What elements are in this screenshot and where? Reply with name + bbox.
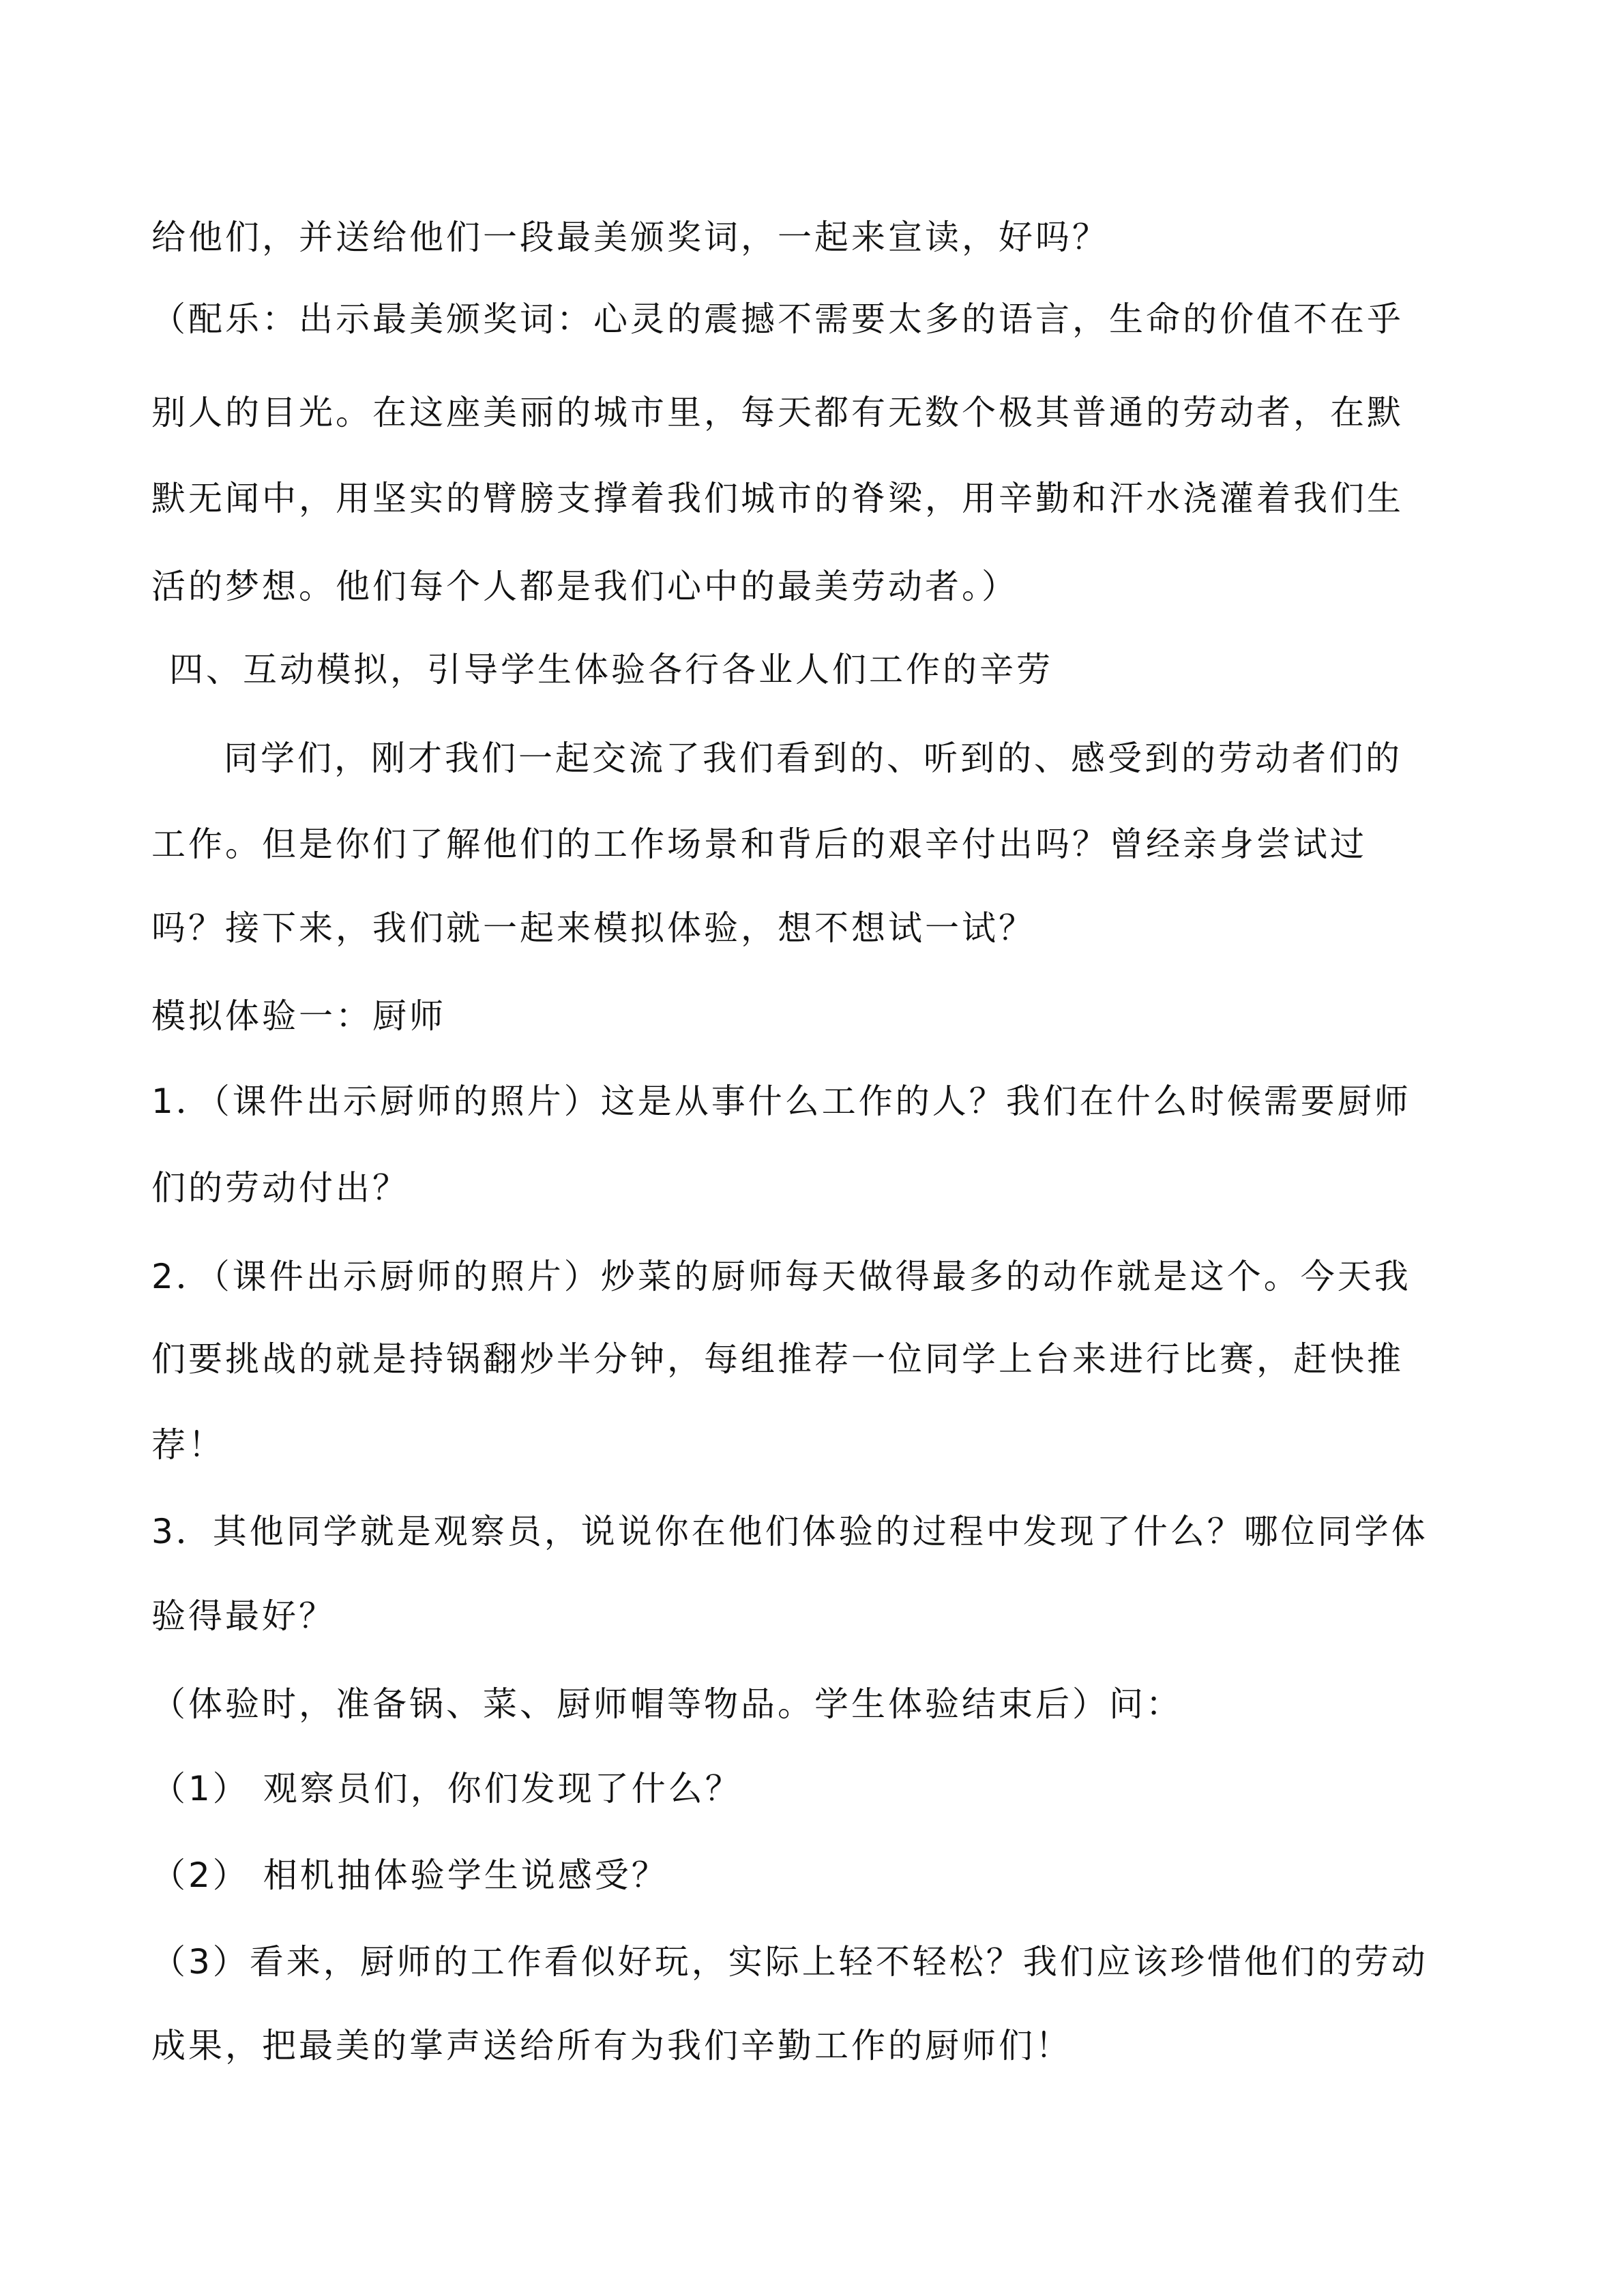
text-line: 工作。但是你们了解他们的工作场景和背后的艰辛付出吗？曾经亲身尝试过	[151, 824, 1367, 864]
section-heading: 四、互动模拟，引导学生体验各行各业人们工作的辛劳	[169, 650, 1053, 689]
text-line: （体验时，准备锅、菜、厨师帽等物品。学生体验结束后）问：	[151, 1684, 1183, 1724]
text-line: 吗？接下来，我们就一起来模拟体验，想不想试一试？	[151, 908, 1035, 948]
text-line: （配乐：出示最美颁奖词：心灵的震撼不需要太多的语言，生命的价值不在乎	[151, 299, 1404, 339]
subsection-heading: 模拟体验一：厨师	[151, 996, 446, 1036]
text-line: 同学们，刚才我们一起交流了我们看到的、听到的、感受到的劳动者们的	[224, 739, 1402, 778]
list-item: 2．（课件出示厨师的照片）炒菜的厨师每天做得最多的动作就是这个。今天我	[151, 1257, 1411, 1296]
text-line: 们的劳动付出？	[151, 1168, 409, 1208]
list-item: 3．其他同学就是观察员，说说你在他们体验的过程中发现了什么？哪位同学体	[151, 1512, 1428, 1551]
text-line: 默无闻中，用坚实的臂膀支撑着我们城市的脊梁，用辛勤和汗水浇灌着我们生	[151, 479, 1404, 518]
text-line: 给他们，并送给他们一段最美颁奖词，一起来宣读，好吗？	[151, 218, 1109, 257]
text-line: 们要挑战的就是持锅翻炒半分钟，每组推荐一位同学上台来进行比赛，赶快推	[151, 1339, 1404, 1379]
text-line: 荐！	[151, 1425, 225, 1465]
text-line: 活的梦想。他们每个人都是我们心中的最美劳动者。）	[151, 567, 1018, 606]
list-item: （2） 相机抽体验学生说感受？	[151, 1855, 668, 1895]
list-item: （1） 观察员们，你们发现了什么？	[151, 1769, 742, 1808]
text-line: 验得最好？	[151, 1596, 336, 1636]
text-line: 成果，把最美的掌声送给所有为我们辛勤工作的厨师们！	[151, 2026, 1072, 2066]
text-line: 别人的目光。在这座美丽的城市里，每天都有无数个极其普通的劳动者，在默	[151, 393, 1404, 432]
list-item: 1．（课件出示厨师的照片）这是从事什么工作的人？我们在什么时候需要厨师	[151, 1082, 1411, 1121]
list-item: （3）看来，厨师的工作看似好玩，实际上轻不轻松？我们应该珍惜他们的劳动	[151, 1942, 1428, 1982]
